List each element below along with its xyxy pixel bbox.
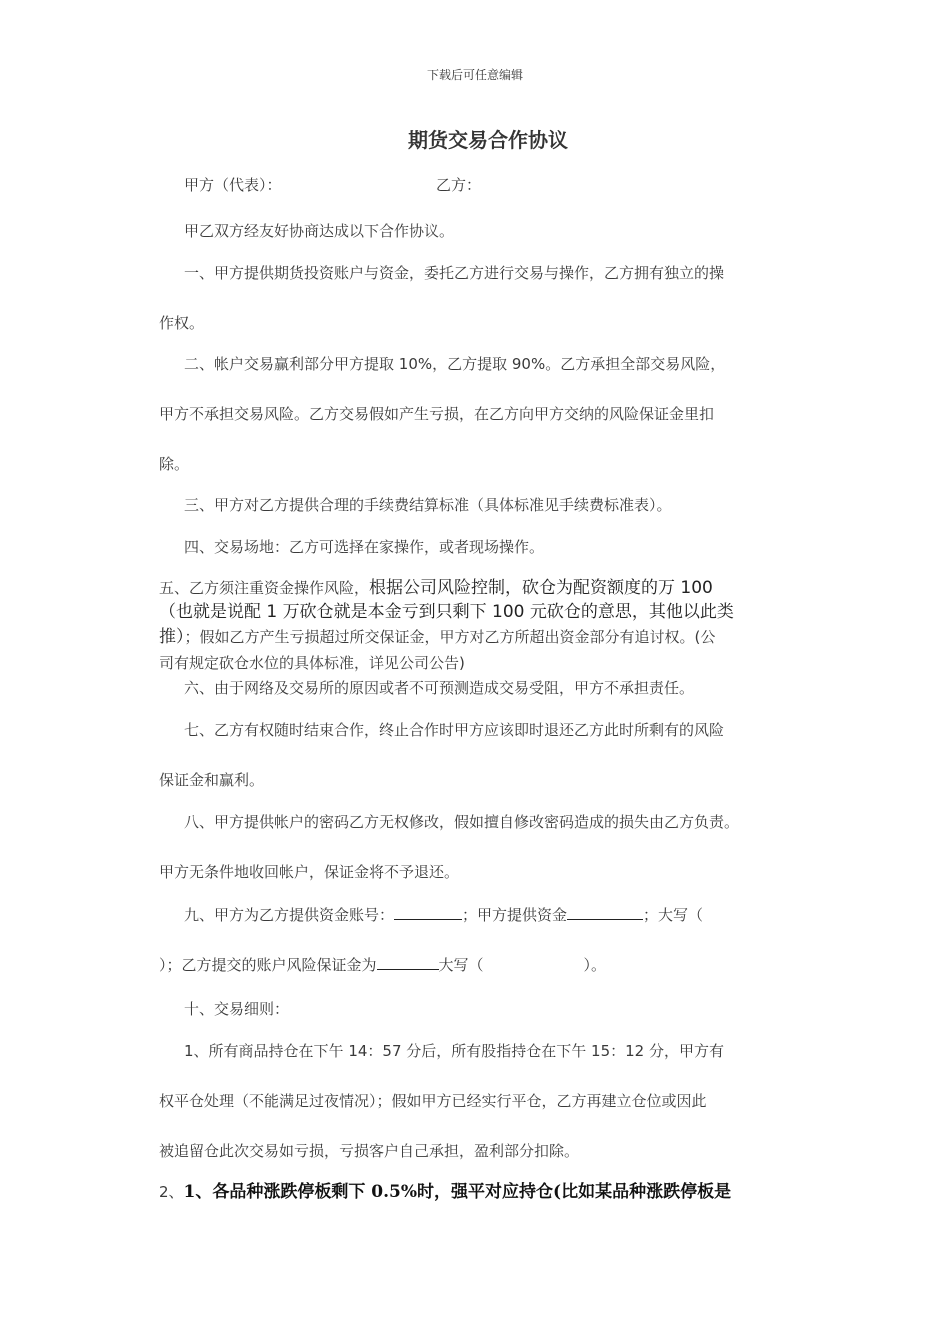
clause-3: 三、甲方对乙方提供合理的手续费结算标准（具体标准见手续费标准表）。 xyxy=(184,496,672,514)
clause-9-deposit-capital-label: 大写（ xyxy=(438,956,484,974)
clause-1-line-1: 一、甲方提供期货投资账户与资金，委托乙方进行交易与操作，乙方拥有独立的操 xyxy=(184,264,725,282)
clause-1-line-2: 作权。 xyxy=(159,314,205,332)
clause-4: 四、交易场地：乙方可选择在家操作，或者现场操作。 xyxy=(184,538,545,556)
clause-9-funds-label: ；甲方提供资金 xyxy=(462,906,568,924)
clause-8-line-1: 八、甲方提供帐户的密码乙方无权修改，假如擅自修改密码造成的损失由乙方负责。 xyxy=(184,813,740,831)
rule-1-line-2: 权平仓处理（不能满足过夜情况）；假如甲方已经实行平仓，乙方再建立仓位或因此 xyxy=(159,1092,707,1110)
clause-5-line-3-end: ；假如乙方产生亏损超过所交保证金，甲方对乙方所超出资金部分有追讨权。(公 xyxy=(184,628,716,646)
clause-5-line-1-start: 五、乙方须注重资金操作风险， xyxy=(159,579,370,597)
header-note: 下载后可任意编辑 xyxy=(426,68,523,82)
funds-amount-blank xyxy=(567,903,643,920)
clause-9-line-1 xyxy=(184,903,703,925)
rule-1-line-1: 1、所有商品持仓在下午 14：57 分后，所有股指持仓在下午 15：12 分，甲方有 xyxy=(184,1042,724,1060)
clause-7-line-2: 保证金和赢利。 xyxy=(159,771,265,789)
clause-5-line-3 xyxy=(159,627,715,647)
clause-5-line-4: 司有规定砍仓水位的具体标准，详见公司公告) xyxy=(159,654,465,672)
clause-5-line-2: （也就是说配 1 万砍仓就是本金亏到只剩下 100 元砍仓的意思，其他以此类 xyxy=(159,602,734,622)
clause-9-deposit-label: ）；乙方提交的账户风险保证金为 xyxy=(159,956,377,974)
rule-2-prefix: 2、 xyxy=(159,1183,184,1201)
account-number-blank xyxy=(394,903,462,920)
clause-2-line-1: 二、帐户交易赢利部分甲方提取 10%，乙方提取 90%。乙方承担全部交易风险， xyxy=(184,355,726,373)
clause-2-line-3: 除。 xyxy=(159,455,190,473)
rule-2-bold-text: 1、各品种涨跌停板剩下 0.5%时，强平对应持仓(比如某品种涨跌停板是 xyxy=(183,1182,732,1202)
clause-5-line-1 xyxy=(159,578,713,598)
intro-text: 甲乙双方经友好协商达成以下合作协议。 xyxy=(184,222,455,240)
clause-6: 六、由于网络及交易所的原因或者不可预测造成交易受阻，甲方不承担责任。 xyxy=(184,679,695,697)
rule-2-line-1 xyxy=(159,1182,731,1202)
clause-9-close: ）。 xyxy=(583,956,607,974)
party-b-label: 乙方： xyxy=(436,176,482,194)
party-a-label: 甲方（代表）： xyxy=(184,176,282,194)
clause-9-line-2 xyxy=(159,953,606,975)
clause-7-line-1: 七、乙方有权随时结束合作，终止合作时甲方应该即时退还乙方此时所剩有的风险 xyxy=(184,721,725,739)
clause-10-heading: 十、交易细则： xyxy=(184,1000,290,1018)
clause-9-account-label: 九、甲方为乙方提供资金账号： xyxy=(184,906,395,924)
clause-8-line-2: 甲方无条件地收回帐户，保证金将不予退还。 xyxy=(159,863,460,881)
clause-5-line-1-end: 根据公司风险控制，砍仓为配资额度的万 100 xyxy=(369,578,713,598)
clause-5-line-3-start: 推） xyxy=(159,627,185,647)
clause-9-capital-label: ；大写（ xyxy=(643,906,704,924)
deposit-amount-blank xyxy=(377,953,439,970)
rule-1-line-3: 被追留仓此次交易如亏损，亏损客户自己承担，盈利部分扣除。 xyxy=(159,1142,580,1160)
clause-2-line-2: 甲方不承担交易风险。乙方交易假如产生亏损，在乙方向甲方交纳的风险保证金里扣 xyxy=(159,405,715,423)
document-title: 期货交易合作协议 xyxy=(408,128,568,152)
